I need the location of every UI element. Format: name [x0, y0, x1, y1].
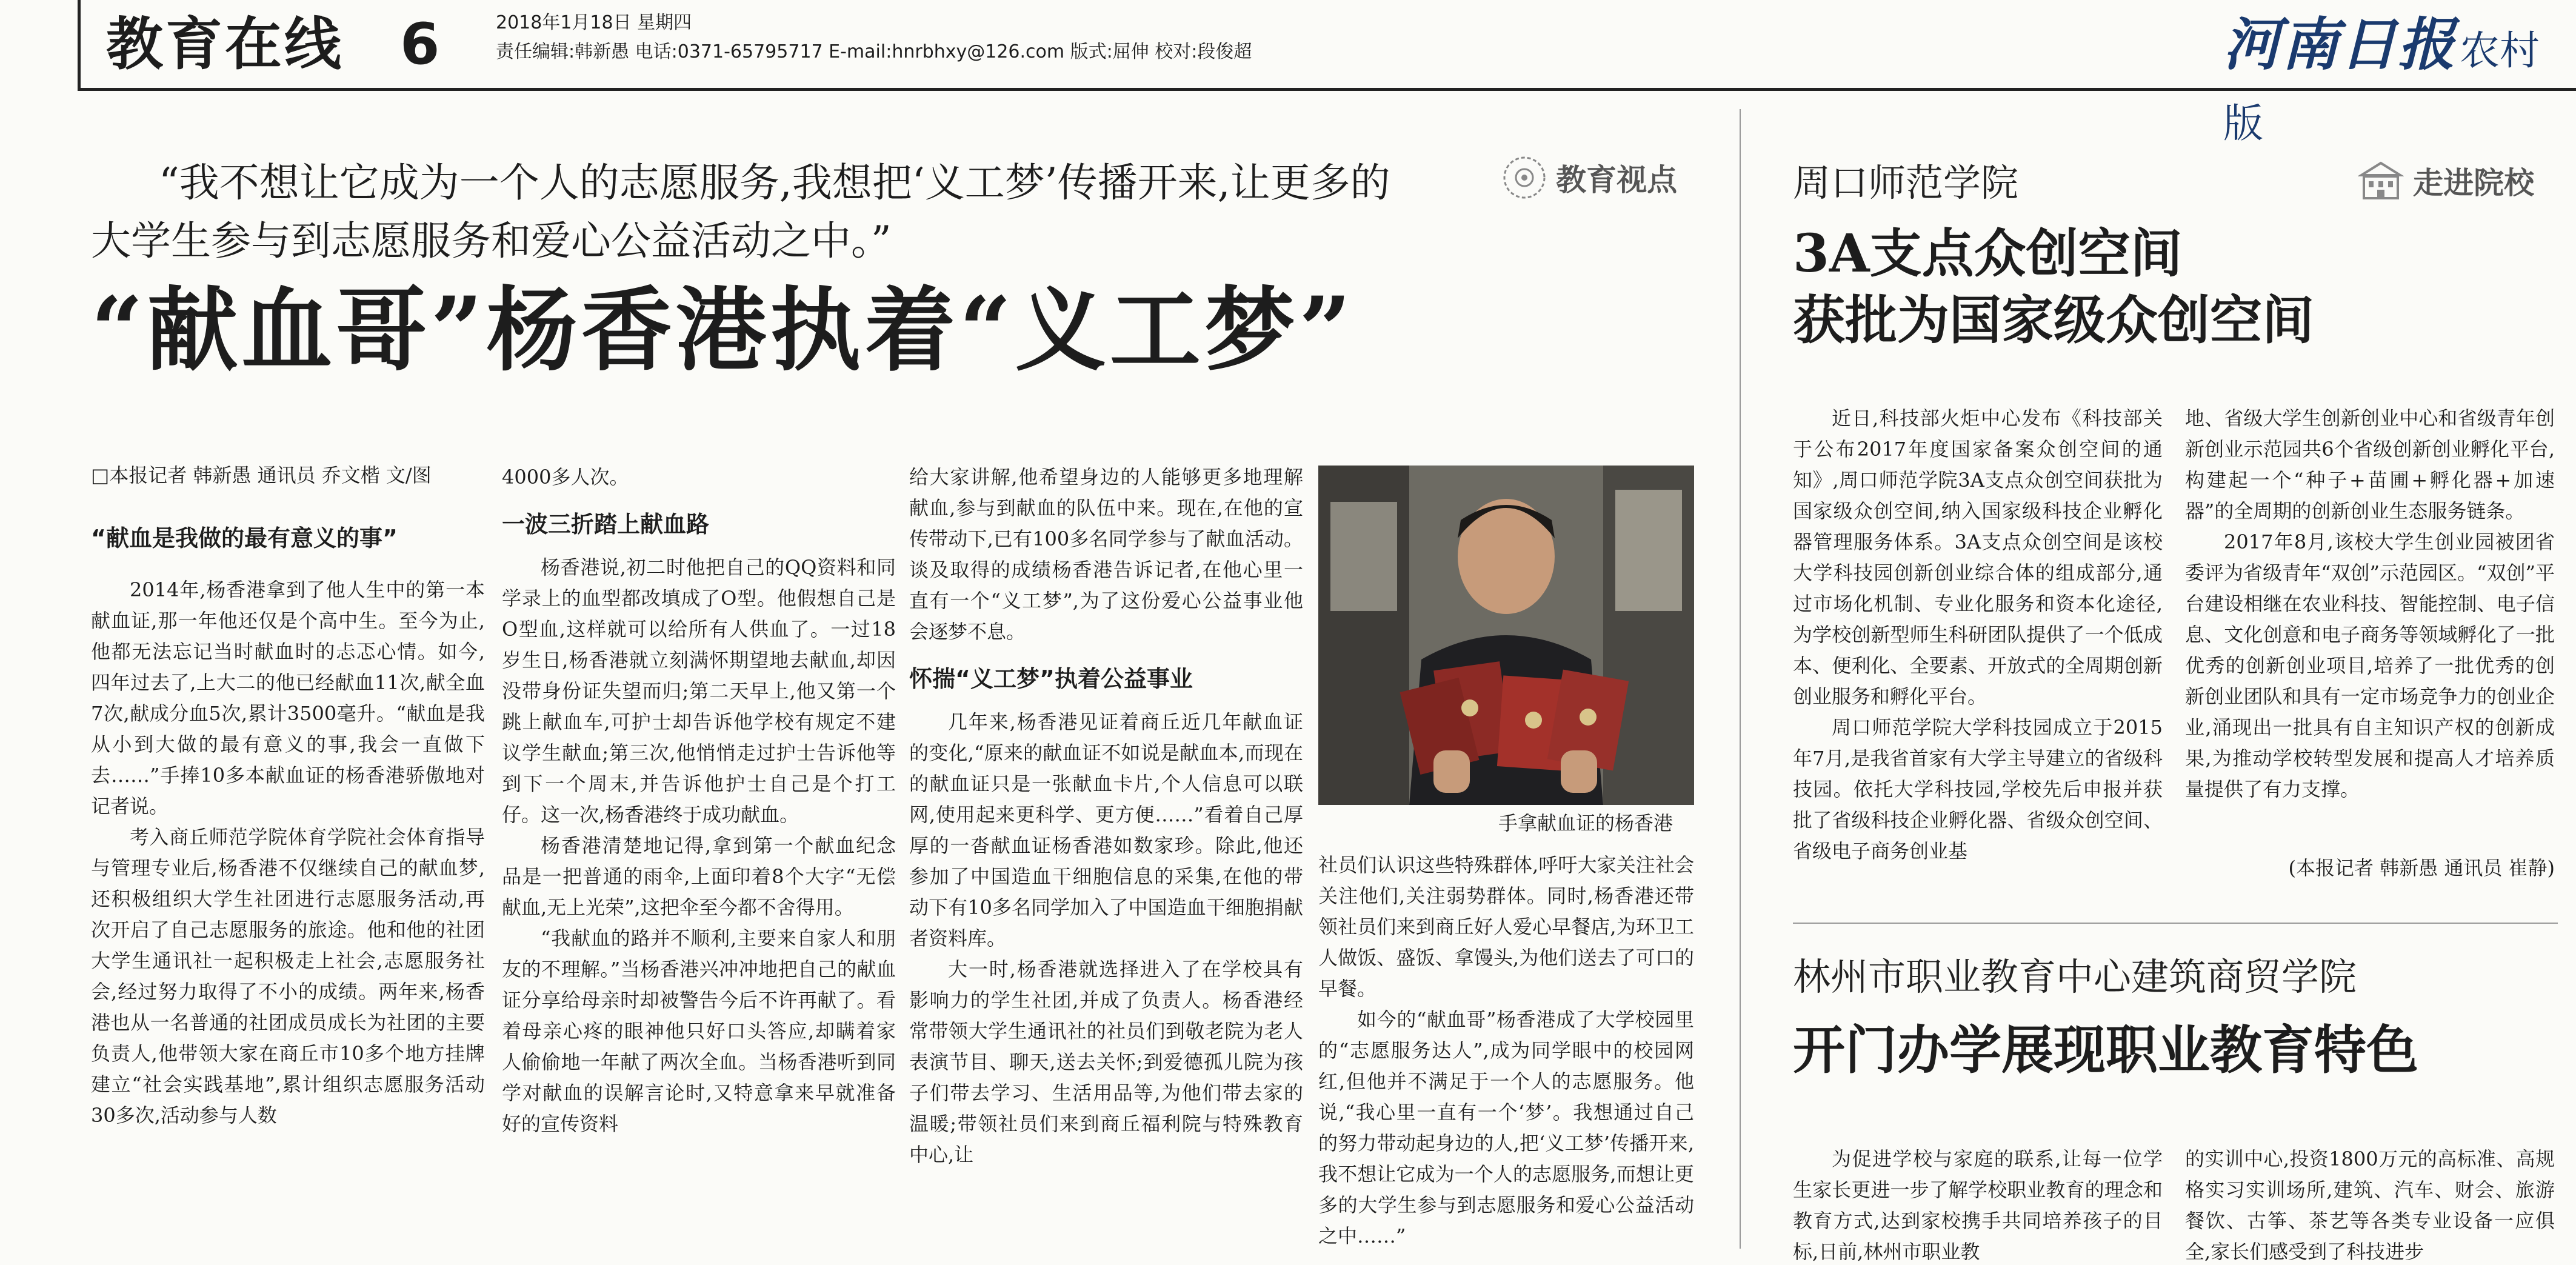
side1-column-1: [1793, 403, 2163, 882]
paragraph: 2014年,杨香港拿到了他人生中的第一本献血证,那一年他还仅是个高中生。至今为止,他都无法忘记当时献血时的忐忑心情。如今,四年过去了,上大二的他已经献血11次,献全血7次,献成分血5次,累计3500毫升。“献血是我从小到大做的最有意义的事,我会一直做下去……”手捧10多本献血证的杨香港骄傲地对记者说。: [91, 578, 485, 818]
side-divider: [1793, 923, 2558, 924]
main-column-2: [502, 462, 896, 1265]
paragraph: 2017年8月,该校大学生创业园被团省委评为省级青年“双创”示范园区。“双创”平台建设相继在农业科技、智能控制、电子信息、文化创意和电子商务等领域孵化了一批优秀的创新创业项目,培养了一批优秀的创新创业团队和具有一定市场竞争力的创业企业,涌现出一批具有自主知识产权的创新成果,为推动学校转型发展和提高人才培养质量提供了有力支撑。: [2185, 530, 2555, 801]
main-column-3: [909, 462, 1303, 1265]
section-title: 教育在线: [106, 12, 344, 78]
lead-quote-text: “我不想让它成为一个人的志愿服务,我想把‘义工梦’传播开来,让更多的大学生参与到志愿服务和爱心公益活动之中。”: [91, 159, 1390, 264]
main-article: [0, 91, 1727, 1265]
paragraph: 社员们认识这些特殊群体,呼吁大家关注社会关注他们,关注弱势群体。同时,杨香港还带领社员们来到商丘好人爱心早餐店,为环卫工人做饭、盛饭、拿馒头,为他们送去了可口的早餐。: [1318, 853, 1694, 1000]
page-number: 6: [400, 12, 440, 78]
paragraph: 的实训中心,投资1800万元的高标准、高规格实习实训场所,建筑、汽车、财会、旅游餐饮、古筝、茶艺等各类专业设备一应俱全,家长们感受到了科技进步: [2185, 1147, 2555, 1263]
edition-name: 农村版: [2223, 27, 2540, 147]
side2-column-1: [1793, 1144, 2163, 1265]
main-headline: “献血哥”杨香港执着“义工梦”: [91, 277, 1355, 384]
byline: □本报记者 韩新愚 通讯员 乔文楷 文/图: [91, 464, 432, 487]
side-article-1: [1758, 91, 2576, 921]
side2-column-2: [2185, 1144, 2555, 1265]
section-divider: [1740, 109, 1741, 1249]
badge-icon: [1502, 155, 1547, 200]
photo-caption: 手拿献血证的杨香港: [1498, 812, 1673, 835]
paragraph: 给大家讲解,他希望身边的人能够更多地理解献血,参与到献血的队伍中来。现在,在他的宣传带动下,已有100多名同学参与了献血活动。谈及取得的成绩杨香港告诉记者,在他心里一直有一个“义工梦”,为了这份爱心公益事业他会逐梦不息。: [909, 466, 1303, 643]
date-line: 2018年1月18日 星期四: [496, 12, 692, 33]
paragraph: 地、省级大学生创新创业中心和省级青年创新创业示范园共6个省级创新创业孵化平台,构建起一个“种子+苗圃+孵化器+加速器”的全周期的创新创业生态服务链条。: [2185, 407, 2555, 522]
education-view-label: 教育视点: [1556, 162, 1678, 198]
side1-column-2: [2185, 403, 2555, 852]
paragraph: 为促进学校与家庭的联系,让每一位学生家长更进一步了解学校职业教育的理念和教育方式,达到家校携手共同培养孩子的目标,日前,林州市职业教: [1793, 1147, 2163, 1263]
masthead: [0, 0, 2576, 147]
lead-quote: [91, 154, 1424, 270]
paragraph: 如今的“献血哥”杨香港成了大学校园里的“志愿服务达人”,成为同学眼中的校园网红,但他并不满足于一个人的志愿服务。他说,“我心里一直有一个‘梦’。我想通过自己的努力带动起身边的人,把‘义工梦’传播开来,我不想让它成为一个人的志愿服务,而想让更多的大学生参与到志愿服务和爱心公益活动之中……”: [1318, 1008, 1694, 1247]
article-photo: [1318, 466, 1694, 805]
subhead-1: “献血是我做的最有意义的事”: [91, 525, 398, 552]
paragraph: 考入商丘师范学院体育学院社会体育指导与管理专业后,杨香港不仅继续自己的献血梦,还积极组织大学生社团进行志愿服务活动,再次开启了自己志愿服务的旅途。他和他的社团大学生通讯社一起积极走上社会,志愿服务社会,经过努力取得了不小的成绩。两年来,杨香港也从一名普通的社团成员成长为社团的主要负责人,他带领大家在商丘市10多个地方挂牌建立“社会实践基地”,累计组织志愿服务活动30多次,活动参与人数: [91, 826, 485, 1127]
visit-school-badge: [2358, 159, 2534, 207]
subhead-3: 怀揣“义工梦”执着公益事业: [909, 666, 1193, 692]
paragraph: 大一时,杨香港就选择进入了在学校具有影响力的学生社团,并成了负责人。杨香港经常带领大学生通讯社的社员们到敬老院为老人表演节目、聊天,送去关怀;到爱德孤儿院为孩子们带去学习、生活用品等,为他们带去家的温暖;带领社员们来到商丘福利院与特殊教育中心,让: [909, 958, 1303, 1166]
paragraph: “我献血的路并不顺利,主要来自家人和朋友的不理解。”当杨香港兴冲冲地把自己的献血证分享给母亲时却被警告今后不许再献了。看着母亲心疼的眼神他只好口头答应,却瞒着家人偷偷地一年献了两次全血。当杨香港听到同学对献血的误解言论时,又特意拿来早就准备好的宣传资料: [502, 927, 896, 1135]
side-headline-1b: 获批为国家级众创空间: [1793, 290, 2314, 351]
paragraph: 4000多人次。: [502, 466, 629, 489]
paper-name: 河南日报: [2223, 12, 2457, 78]
main-column-1: [91, 522, 485, 1265]
visit-school-label: 走进院校: [2413, 165, 2535, 201]
subhead-2: 一波三折踏上献血路: [502, 511, 710, 538]
kicker-2: 林州市职业教育中心建筑商贸学院: [1793, 955, 2357, 999]
editor-line: 责任编辑:韩新愚 电话:0371-65795717 E-mail:hnrbhxy@126.com 版式:屈伸 校对:段俊超: [496, 41, 1252, 62]
side-article-2: [1758, 927, 2576, 1265]
paper-logo: [2223, 8, 2563, 147]
main-column-4: [1318, 850, 1694, 1265]
paragraph: 周口师范学院大学科技园成立于2015年7月,是我省首家有大学主导建立的省级科技园。依托大学科技园,学校先后申报并获批了省级科技企业孵化器、省级众创空间、省级电子商务创业基: [1793, 716, 2163, 863]
education-view-badge: [1502, 155, 1677, 206]
paragraph: 杨香港说,初二时他把自己的QQ资料和同学录上的血型都改填成了O型。他假想自己是O型血,这样就可以给所有人供血了。一过18岁生日,杨香港就立刻满怀期望地去献血,却因没带身份证失望而归;第二天早上,他又第一个跳上献血车,可护士却告诉他学校有规定不建议学生献血;第三次,他悄悄走过护士告诉他等到下一个周末,并告诉他护士自己是个打工仔。这一次,杨香港终于成功献血。: [502, 556, 896, 826]
side-headline-1a: 3A支点众创空间: [1793, 223, 2183, 284]
school-building-icon: [2358, 159, 2404, 202]
paragraph: 几年来,杨香港见证着商丘近几年献血证的变化,“原来的献血证不如说是献血本,而现在的献血证只是一张献血卡片,个人信息可以联网,使用起来更科学、更方便……”看着自己厚厚的一沓献血证杨香港如数家珍。除此,他还参加了中国造血干细胞信息的采集,在他的带动下有10多名同学加入了中国造血干细胞捐献者资料库。: [909, 710, 1303, 950]
masthead-left-rule: [78, 0, 81, 91]
side-headline-2: 开门办学展现职业教育特色: [1793, 1020, 2418, 1081]
paragraph: 杨香港清楚地记得,拿到第一个献血纪念品是一把普通的雨伞,上面印着8个大字“无偿献血,无上光荣”,这把伞至今都不舍得用。: [502, 834, 896, 919]
paragraph: 近日,科技部火炬中心发布《科技部关于公布2017年度国家备案众创空间的通知》,周口师范学院3A支点众创空间获批为国家级众创空间,纳入国家级科技企业孵化器管理服务体系。3A支点众创空间是该校大学科技园创新创业综合体的组成部分,通过市场化机制、专业化服务和资本化途径,为学校创新型师生科研团队提供了一个低成本、便利化、全要素、开放式的全周期创新创业服务和孵化平台。: [1793, 407, 2163, 708]
side1-credit: (本报记者 韩新愚 通讯员 崔静): [2288, 856, 2555, 879]
kicker-1: 周口师范学院: [1793, 161, 2019, 205]
